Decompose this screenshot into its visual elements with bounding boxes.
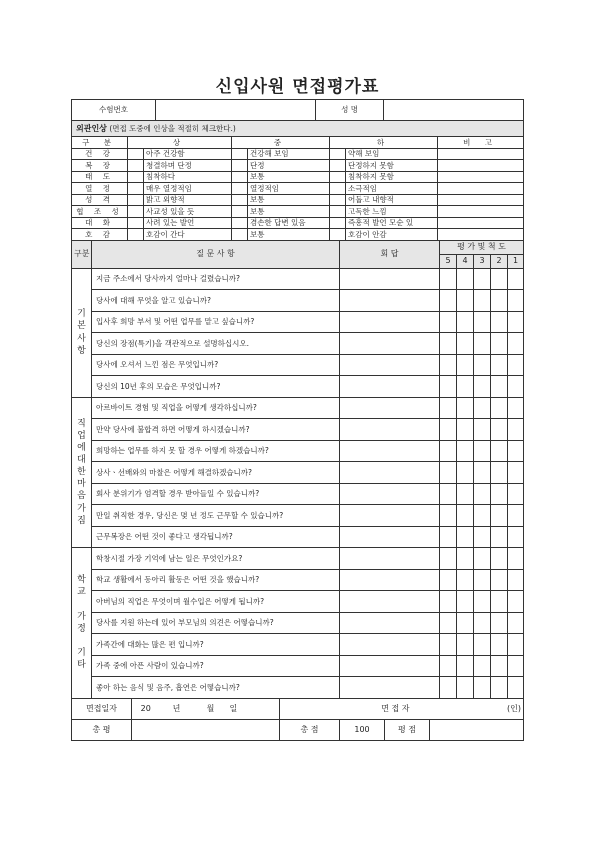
appearance-row	[72, 206, 524, 218]
checkbox-low[interactable]	[330, 194, 346, 206]
applicant-no-field[interactable]	[156, 100, 316, 121]
question-rows	[72, 268, 524, 698]
question-text: 당사에 오셔서 느낀 점은 무엇입니까?	[92, 354, 340, 376]
section-category-char: 사	[77, 333, 86, 344]
score-3-cell[interactable]	[474, 311, 491, 333]
questions-col-category: 구분	[72, 240, 92, 268]
questions-col-question: 질 문 사 항	[92, 240, 340, 268]
checkbox-high[interactable]	[128, 171, 144, 183]
score-2-cell[interactable]	[491, 397, 508, 419]
appearance-table	[71, 120, 524, 241]
score-5-cell[interactable]	[440, 505, 457, 527]
question-row	[72, 268, 524, 290]
score-4-cell[interactable]	[457, 462, 474, 484]
section-category-char: 업	[77, 430, 86, 441]
score-4-cell[interactable]	[457, 290, 474, 312]
appearance-label: 호 감	[72, 229, 128, 241]
appearance-col-low: 하	[330, 137, 438, 149]
question-row	[72, 290, 524, 312]
appearance-row	[72, 160, 524, 172]
question-text: 회사 분위기가 엄격할 경우 받아들일 수 있습니까?	[92, 483, 340, 505]
appearance-col-mid: 중	[232, 137, 330, 149]
question-row	[72, 591, 524, 613]
section-category-char: 대	[77, 455, 86, 466]
score-3-cell[interactable]	[474, 354, 491, 376]
month-unit: 월	[194, 698, 228, 719]
question-row	[72, 526, 524, 548]
section-category-char: 가	[77, 503, 86, 514]
section-category-char: 한	[77, 467, 86, 478]
remarks-field[interactable]	[438, 171, 524, 183]
appearance-label: 복 장	[72, 160, 128, 172]
score-4-cell[interactable]	[457, 333, 474, 355]
section-category-char: 항	[77, 345, 86, 356]
answer-field[interactable]	[340, 505, 440, 527]
question-row	[72, 333, 524, 355]
score-4-cell[interactable]	[457, 419, 474, 441]
question-text: 상사ㆍ선배와의 마찰은 어떻게 해결하겠습니까?	[92, 462, 340, 484]
answer-field[interactable]	[340, 655, 440, 677]
checkbox-mid[interactable]	[232, 183, 248, 195]
checkbox-low[interactable]	[330, 171, 346, 183]
score-3-cell[interactable]	[474, 634, 491, 656]
question-row	[72, 397, 524, 419]
score-5-cell[interactable]	[440, 569, 457, 591]
score-2-cell[interactable]	[491, 483, 508, 505]
score-5-cell[interactable]	[440, 591, 457, 613]
applicant-no-label: 수험번호	[72, 100, 156, 121]
questions-col-scale: 평 가 및 척 도	[440, 240, 524, 254]
question-row	[72, 440, 524, 462]
appearance-row	[72, 217, 524, 229]
checkbox-low[interactable]	[330, 206, 346, 218]
appearance-mid-text: 겸손한 답변 있음	[248, 217, 330, 229]
checkbox-high[interactable]	[128, 229, 144, 241]
score-4-cell[interactable]	[457, 548, 474, 570]
score-5-cell[interactable]	[440, 462, 457, 484]
question-text: 만약 당사에 불합격 하면 어떻게 하시겠습니까?	[92, 419, 340, 441]
appearance-high-text: 밝고 외향적	[144, 194, 232, 206]
section-category-label	[72, 397, 92, 548]
question-text: 당사를 지원 하는데 있어 부모님의 의견은 어떻습니까?	[92, 612, 340, 634]
evaluation-form	[71, 99, 524, 741]
score-1-cell[interactable]	[508, 419, 524, 441]
answer-field[interactable]	[340, 397, 440, 419]
question-row	[72, 612, 524, 634]
question-row	[72, 677, 524, 699]
year-unit: 년	[160, 698, 194, 719]
appearance-high-text: 매우 열정적임	[144, 183, 232, 195]
score-2-cell[interactable]	[491, 569, 508, 591]
answer-field[interactable]	[340, 483, 440, 505]
day-unit: 일	[228, 698, 280, 719]
question-text: 지금 주소에서 당사까지 얼마나 걸렸습니까?	[92, 268, 340, 290]
score-1-cell[interactable]	[508, 591, 524, 613]
question-row	[72, 311, 524, 333]
total-score-label: 총 점	[280, 719, 340, 740]
remarks-field[interactable]	[438, 148, 524, 160]
interview-year: 20	[132, 698, 160, 719]
question-text: 근무복장은 어떤 것이 좋다고 생각됩니까?	[92, 526, 340, 548]
section-category-char: 짐	[77, 515, 86, 526]
answer-field[interactable]	[340, 677, 440, 699]
score-5-cell[interactable]	[440, 311, 457, 333]
answer-field[interactable]	[340, 569, 440, 591]
checkbox-low[interactable]	[330, 217, 346, 229]
score-4-cell[interactable]	[457, 376, 474, 398]
score-2-cell[interactable]	[491, 677, 508, 699]
question-text: 가족 중에 아픈 사람이 있습니까?	[92, 655, 340, 677]
grade-field[interactable]	[430, 719, 524, 740]
remarks-field[interactable]	[438, 183, 524, 195]
score-2-cell[interactable]	[491, 634, 508, 656]
appearance-label: 태 도	[72, 171, 128, 183]
score-4-cell[interactable]	[457, 655, 474, 677]
checkbox-mid[interactable]	[232, 171, 248, 183]
score-1-cell[interactable]	[508, 268, 524, 290]
score-2-cell[interactable]	[491, 311, 508, 333]
appearance-mid-text: 열정적임	[248, 183, 330, 195]
appearance-low-text: 즉흥적 발언 모순 있	[346, 217, 438, 229]
score-2-cell[interactable]	[491, 354, 508, 376]
score-5-cell[interactable]	[440, 354, 457, 376]
score-3-cell[interactable]	[474, 397, 491, 419]
interviewer-seal[interactable]: (인)	[430, 698, 524, 719]
question-text: 당사에 대해 무엇을 알고 있습니까?	[92, 290, 340, 312]
appearance-high-text: 사교성 있을 듯	[144, 206, 232, 218]
name-field[interactable]	[384, 100, 524, 121]
section-category-char: 직	[77, 418, 86, 429]
appearance-mid-text: 보통	[248, 171, 330, 183]
grade-label: 평 점	[385, 719, 430, 740]
answer-field[interactable]	[340, 591, 440, 613]
question-row	[72, 655, 524, 677]
score-2-header: 2	[491, 254, 508, 268]
score-4-cell[interactable]	[457, 612, 474, 634]
score-1-cell[interactable]	[508, 655, 524, 677]
question-text: 아버님의 직업은 무엇이며 월수입은 어떻게 됩니까?	[92, 591, 340, 613]
question-text: 당신의 10년 후의 모습은 무엇입니까?	[92, 376, 340, 398]
appearance-low-text: 소극적임	[346, 183, 438, 195]
appearance-row	[72, 148, 524, 160]
score-1-cell[interactable]	[508, 612, 524, 634]
score-2-cell[interactable]	[491, 591, 508, 613]
score-4-cell[interactable]	[457, 677, 474, 699]
answer-field[interactable]	[340, 354, 440, 376]
checkbox-mid[interactable]	[232, 194, 248, 206]
question-row	[72, 548, 524, 570]
question-text: 학교 생활에서 동아리 활동은 어떤 것을 했습니까?	[92, 569, 340, 591]
checkbox-high[interactable]	[128, 194, 144, 206]
checkbox-mid[interactable]	[232, 206, 248, 218]
checkbox-high[interactable]	[128, 217, 144, 229]
score-1-cell[interactable]	[508, 548, 524, 570]
appearance-section-note: (면접 도중에 인상을 적절히 체크한다.)	[109, 123, 236, 133]
score-4-cell[interactable]	[457, 505, 474, 527]
score-3-cell[interactable]	[474, 591, 491, 613]
score-4-header: 4	[457, 254, 474, 268]
remarks-field[interactable]	[438, 217, 524, 229]
checkbox-mid[interactable]	[232, 217, 248, 229]
score-5-cell[interactable]	[440, 268, 457, 290]
section-category-char: 음	[77, 491, 86, 502]
score-5-cell[interactable]	[440, 333, 457, 355]
score-5-cell[interactable]	[440, 419, 457, 441]
score-5-cell[interactable]	[440, 376, 457, 398]
score-2-cell[interactable]	[491, 440, 508, 462]
score-4-cell[interactable]	[457, 483, 474, 505]
score-1-cell[interactable]	[508, 634, 524, 656]
score-3-cell[interactable]	[474, 419, 491, 441]
appearance-mid-text: 단정	[248, 160, 330, 172]
total-score-value: 100	[340, 719, 385, 740]
score-5-cell[interactable]	[440, 483, 457, 505]
remarks-field[interactable]	[438, 160, 524, 172]
questions-col-answer: 회 답	[340, 240, 440, 268]
score-2-cell[interactable]	[491, 526, 508, 548]
score-1-cell[interactable]	[508, 311, 524, 333]
score-4-cell[interactable]	[457, 397, 474, 419]
section-category-char	[72, 599, 91, 611]
section-category-char: 기	[77, 309, 86, 320]
score-3-cell[interactable]	[474, 526, 491, 548]
score-3-header: 3	[474, 254, 491, 268]
appearance-label: 건 강	[72, 148, 128, 160]
score-1-header: 1	[508, 254, 524, 268]
answer-field[interactable]	[340, 290, 440, 312]
appearance-row	[72, 183, 524, 195]
appearance-high-text: 호감이 간다	[144, 229, 232, 241]
section-category-char: 본	[77, 321, 86, 332]
checkbox-high[interactable]	[128, 206, 144, 218]
checkbox-low[interactable]	[330, 229, 346, 241]
score-4-cell[interactable]	[457, 440, 474, 462]
score-3-cell[interactable]	[474, 612, 491, 634]
appearance-section-label: 외관인상	[76, 123, 107, 133]
appearance-rows	[72, 148, 524, 240]
questions-table	[71, 240, 524, 699]
score-3-cell[interactable]	[474, 569, 491, 591]
footer-table	[71, 698, 524, 741]
appearance-mid-text: 보통	[248, 229, 330, 241]
score-2-cell[interactable]	[491, 505, 508, 527]
section-category-char: 기	[77, 647, 86, 658]
question-text: 당신의 장점(특기)을 객관적으로 설명하십시오.	[92, 333, 340, 355]
appearance-section-header	[72, 121, 524, 137]
score-3-cell[interactable]	[474, 376, 491, 398]
score-5-cell[interactable]	[440, 526, 457, 548]
question-text: 입사후 희망 부서 및 어떤 업무를 맡고 싶습니까?	[92, 311, 340, 333]
answer-field[interactable]	[340, 440, 440, 462]
score-2-cell[interactable]	[491, 268, 508, 290]
score-1-cell[interactable]	[508, 376, 524, 398]
score-4-cell[interactable]	[457, 268, 474, 290]
section-category-char	[72, 635, 91, 647]
score-5-cell[interactable]	[440, 397, 457, 419]
appearance-low-text: 단정하지 못함	[346, 160, 438, 172]
appearance-mid-text: 보통	[248, 206, 330, 218]
score-2-cell[interactable]	[491, 462, 508, 484]
checkbox-low[interactable]	[330, 148, 346, 160]
question-row	[72, 505, 524, 527]
score-5-cell[interactable]	[440, 440, 457, 462]
question-text: 가족간에 대화는 많은 편 입니까?	[92, 634, 340, 656]
appearance-low-text: 침착하지 못함	[346, 171, 438, 183]
section-category-char: 학	[77, 575, 86, 586]
appearance-row	[72, 194, 524, 206]
score-1-cell[interactable]	[508, 354, 524, 376]
score-5-header: 5	[440, 254, 457, 268]
question-row	[72, 462, 524, 484]
score-1-cell[interactable]	[508, 569, 524, 591]
question-row	[72, 483, 524, 505]
appearance-col-category: 구 분	[72, 137, 128, 149]
appearance-low-text: 고독한 느낌	[346, 206, 438, 218]
appearance-low-text: 약해 보임	[346, 148, 438, 160]
score-3-cell[interactable]	[474, 462, 491, 484]
score-3-cell[interactable]	[474, 505, 491, 527]
checkbox-mid[interactable]	[232, 160, 248, 172]
score-5-cell[interactable]	[440, 612, 457, 634]
question-text: 학창시절 가장 기억에 남는 일은 무엇인가요?	[92, 548, 340, 570]
score-3-cell[interactable]	[474, 655, 491, 677]
score-1-cell[interactable]	[508, 333, 524, 355]
section-category-label	[72, 268, 92, 397]
score-1-cell[interactable]	[508, 440, 524, 462]
checkbox-mid[interactable]	[232, 148, 248, 160]
score-1-cell[interactable]	[508, 462, 524, 484]
score-3-cell[interactable]	[474, 548, 491, 570]
answer-field[interactable]	[340, 634, 440, 656]
score-2-cell[interactable]	[491, 333, 508, 355]
score-2-cell[interactable]	[491, 419, 508, 441]
score-2-cell[interactable]	[491, 655, 508, 677]
answer-field[interactable]	[340, 612, 440, 634]
question-text: 만일 취직한 경우, 당신은 몇 년 정도 근무할 수 있습니까?	[92, 505, 340, 527]
score-3-cell[interactable]	[474, 268, 491, 290]
appearance-label: 성 격	[72, 194, 128, 206]
score-1-cell[interactable]	[508, 505, 524, 527]
question-text: 희망하는 업무를 하지 못 할 경우 어떻게 하겠습니까?	[92, 440, 340, 462]
score-4-cell[interactable]	[457, 354, 474, 376]
score-4-cell[interactable]	[457, 569, 474, 591]
checkbox-high[interactable]	[128, 148, 144, 160]
checkbox-low[interactable]	[330, 183, 346, 195]
interviewer-label: 면 접 자	[280, 698, 430, 719]
appearance-high-text: 침착하다	[144, 171, 232, 183]
question-text: 좋아 하는 음식 및 음주, 흡연은 어떻습니까?	[92, 677, 340, 699]
score-2-cell[interactable]	[491, 290, 508, 312]
score-2-cell[interactable]	[491, 548, 508, 570]
score-2-cell[interactable]	[491, 612, 508, 634]
score-1-cell[interactable]	[508, 677, 524, 699]
score-4-cell[interactable]	[457, 591, 474, 613]
score-3-cell[interactable]	[474, 290, 491, 312]
appearance-label: 협 조 성	[72, 206, 128, 218]
answer-field[interactable]	[340, 526, 440, 548]
section-category-char: 교	[77, 587, 86, 598]
answer-field[interactable]	[340, 333, 440, 355]
score-4-cell[interactable]	[457, 526, 474, 548]
question-row	[72, 634, 524, 656]
checkbox-low[interactable]	[330, 160, 346, 172]
page-title: 신입사원 면접평가표	[215, 77, 380, 97]
score-5-cell[interactable]	[440, 655, 457, 677]
score-1-cell[interactable]	[508, 483, 524, 505]
appearance-high-text: 청결하며 단정	[144, 160, 232, 172]
answer-field[interactable]	[340, 376, 440, 398]
appearance-label: 대 화	[72, 217, 128, 229]
name-label: 성 명	[316, 100, 384, 121]
score-1-cell[interactable]	[508, 397, 524, 419]
appearance-low-text: 호감이 안감	[346, 229, 438, 241]
checkbox-high[interactable]	[128, 183, 144, 195]
question-row	[72, 419, 524, 441]
answer-field[interactable]	[340, 311, 440, 333]
section-category-char: 타	[77, 660, 86, 671]
appearance-col-remarks: 비 고	[438, 137, 524, 149]
answer-field[interactable]	[340, 268, 440, 290]
score-4-cell[interactable]	[457, 311, 474, 333]
section-category-char: 가	[77, 611, 86, 622]
appearance-high-text: 아주 건강함	[144, 148, 232, 160]
remarks-field[interactable]	[438, 206, 524, 218]
appearance-mid-text: 건강해 보임	[248, 148, 330, 160]
header-table	[71, 99, 524, 121]
score-4-cell[interactable]	[457, 634, 474, 656]
score-3-cell[interactable]	[474, 677, 491, 699]
section-category-label	[72, 548, 92, 699]
answer-field[interactable]	[340, 462, 440, 484]
score-3-cell[interactable]	[474, 333, 491, 355]
score-5-cell[interactable]	[440, 290, 457, 312]
checkbox-mid[interactable]	[232, 229, 248, 241]
answer-field[interactable]	[340, 548, 440, 570]
answer-field[interactable]	[340, 419, 440, 441]
score-1-cell[interactable]	[508, 290, 524, 312]
checkbox-high[interactable]	[128, 160, 144, 172]
appearance-mid-text: 보통	[248, 194, 330, 206]
score-2-cell[interactable]	[491, 376, 508, 398]
appearance-low-text: 어둡고 내향적	[346, 194, 438, 206]
overall-comment-field[interactable]	[132, 719, 280, 740]
overall-comment-label: 총 평	[72, 719, 132, 740]
question-row	[72, 569, 524, 591]
score-1-cell[interactable]	[508, 526, 524, 548]
remarks-field[interactable]	[438, 194, 524, 206]
appearance-high-text: 사려 있는 발언	[144, 217, 232, 229]
remarks-field[interactable]	[438, 229, 524, 241]
appearance-label: 열 정	[72, 183, 128, 195]
section-category-char: 정	[77, 623, 86, 634]
appearance-row	[72, 171, 524, 183]
question-text: 아르바이트 경험 및 직업을 어떻게 생각하십니까?	[92, 397, 340, 419]
score-3-cell[interactable]	[474, 483, 491, 505]
interview-date-label: 면접일자	[72, 698, 132, 719]
section-category-char: 마	[77, 479, 86, 490]
score-5-cell[interactable]	[440, 634, 457, 656]
appearance-row	[72, 229, 524, 241]
score-3-cell[interactable]	[474, 440, 491, 462]
question-row	[72, 354, 524, 376]
question-row	[72, 376, 524, 398]
score-5-cell[interactable]	[440, 677, 457, 699]
appearance-col-high: 상	[128, 137, 232, 149]
score-5-cell[interactable]	[440, 548, 457, 570]
section-category-char: 에	[77, 442, 86, 453]
